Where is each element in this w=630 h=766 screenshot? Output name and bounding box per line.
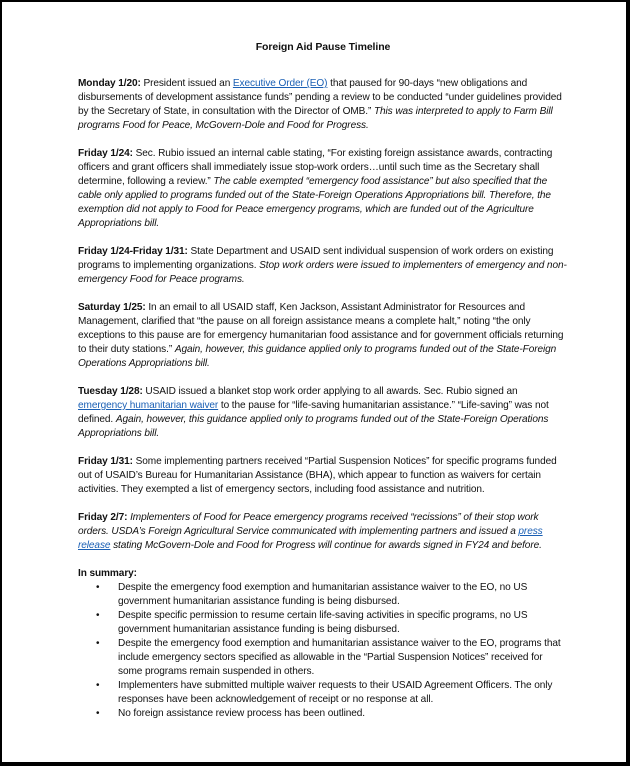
entry-italic-note: This was interpreted to apply to Farm Bill programs Food for Peace, McGovern-Dole and Food for Progress. [78, 106, 553, 131]
timeline-entry-jan24 [78, 147, 568, 231]
entry-italic-note: stating McGovern-Dole and Food for Progress will continue for awards signed in FY24 and before. [110, 540, 542, 551]
summary-item-text: No foreign assistance review process has been outlined. [118, 708, 365, 719]
entry-text: that paused for 90-days “new obligations and disbursements of development assistance funds” pending a review to be conducted “under guidelines provided by the Secretary of State, in consultation with the Director of OMB.” [78, 78, 562, 117]
entry-date: Friday 1/31: [78, 456, 133, 467]
entry-date: Friday 2/7: [78, 512, 128, 523]
summary-item [78, 637, 568, 679]
timeline-entry-feb7 [78, 511, 568, 553]
bullet-icon: • [96, 638, 100, 649]
bullet-icon: • [96, 610, 100, 621]
entry-date: Tuesday 1/28: [78, 386, 143, 397]
press-release-link[interactable]: press release [78, 526, 543, 551]
summary-item [78, 707, 568, 721]
bullet-icon: • [96, 708, 100, 719]
entry-text: to the pause for “life-saving humanitarian assistance.” “Life-saving” was not defined. [78, 400, 549, 425]
summary-item-text: Despite specific permission to resume certain life-saving activities in specific programs, no US government humanitarian assistance funding is being disbursed. [118, 610, 528, 635]
summary-item [78, 609, 568, 637]
document-title: Foreign Aid Pause Timeline [255, 41, 391, 53]
timeline-entry-jan28 [78, 385, 568, 441]
document-content [78, 40, 568, 721]
timeline-entry-jan31 [78, 455, 568, 497]
entry-text: Some implementing partners received “Partial Suspension Notices” for specific programs funded out of USAID’s Bureau for Humanitarian Assistance (BHA), which appear to function as waivers for certain activities. They exempted a list of emergency sectors, including food assistance and nutrition. [78, 456, 557, 495]
executive-order-link[interactable]: Executive Order (EO) [232, 78, 328, 89]
entry-text: In an email to all USAID staff, Ken Jackson, Assistant Administrator for Resources and Management, clarified that “the pause on all foreign assistance means a complete halt,” noting “the only exceptions to this pause are for emergency humanitarian food assistance and for government officials returning to their duty stations.” [78, 302, 564, 355]
timeline-entry-jan25 [78, 301, 568, 371]
summary-item [78, 581, 568, 609]
entry-italic-note: Implementers of Food for Peace emergency programs received “recissions” of their stop work orders. USDA’s Foreign Agricultural Service communicated with implementing partners and issued a [78, 512, 539, 537]
entry-text: USAID issued a blanket stop work order applying to all awards. Sec. Rubio signed an [142, 386, 518, 397]
summary-list [78, 581, 568, 721]
summary-item [78, 679, 568, 707]
summary-item-text: Despite the emergency food exemption and humanitarian assistance waiver to the EO, programs that include emergency sectors specified as allowable in the “Partial Suspension Notices” received for some programs remain suspended in others. [118, 638, 561, 677]
entry-italic-note: Again, however, this guidance applied only to programs funded out of the State-Foreign Operations Appropriations bill. [78, 344, 557, 369]
bullet-icon: • [96, 680, 100, 691]
timeline-entry-jan20 [78, 77, 568, 133]
bullet-icon: • [96, 582, 100, 593]
timeline-entry-jan24-jan31 [78, 245, 568, 287]
summary-item-text: Despite the emergency food exemption and humanitarian assistance waiver to the EO, no US government humanitarian assistance funding is being disbursed. [118, 582, 528, 607]
entry-text: State Department and USAID sent individual suspension of work orders on existing programs to implementing organizations. [78, 246, 554, 271]
entry-date: Monday 1/20: [78, 78, 141, 89]
entry-date: Friday 1/24-Friday 1/31: [78, 246, 188, 257]
entry-italic-note: The cable exempted “emergency food assistance” but also specified that the cable only applied to programs funded out of the State-Foreign Operations Appropriations bill. Therefore, the exemption did not apply to Food for Peace emergency programs, which are funded out of the Agriculture Appropriations bill. [78, 176, 551, 229]
entry-italic-note: Stop work orders were issued to implementers of emergency and non-emergency Food for Peace programs. [78, 260, 567, 285]
entry-text: Sec. Rubio issued an internal cable stating, “For existing foreign assistance awards, contracting officers and grant officers shall immediately issue stop-work orders…until such time as the Secretary shall determine, following a review.” [78, 148, 553, 187]
summary-item-text: Implementers have submitted multiple waiver requests to their USAID Agreement Officers. The only responses have been acknowledgement of receipt or no response at all. [118, 680, 553, 705]
entry-italic-note: Again, however, this guidance applied only to programs funded out of the State-Foreign Operations Appropriations bill. [78, 414, 549, 439]
entry-date: Friday 1/24: [78, 148, 133, 159]
entry-date: Saturday 1/25: [78, 302, 146, 313]
entry-text: President issued an [140, 78, 233, 89]
humanitarian-waiver-link[interactable]: emergency humanitarian waiver [78, 400, 219, 411]
summary-heading: In summary: [78, 568, 137, 579]
